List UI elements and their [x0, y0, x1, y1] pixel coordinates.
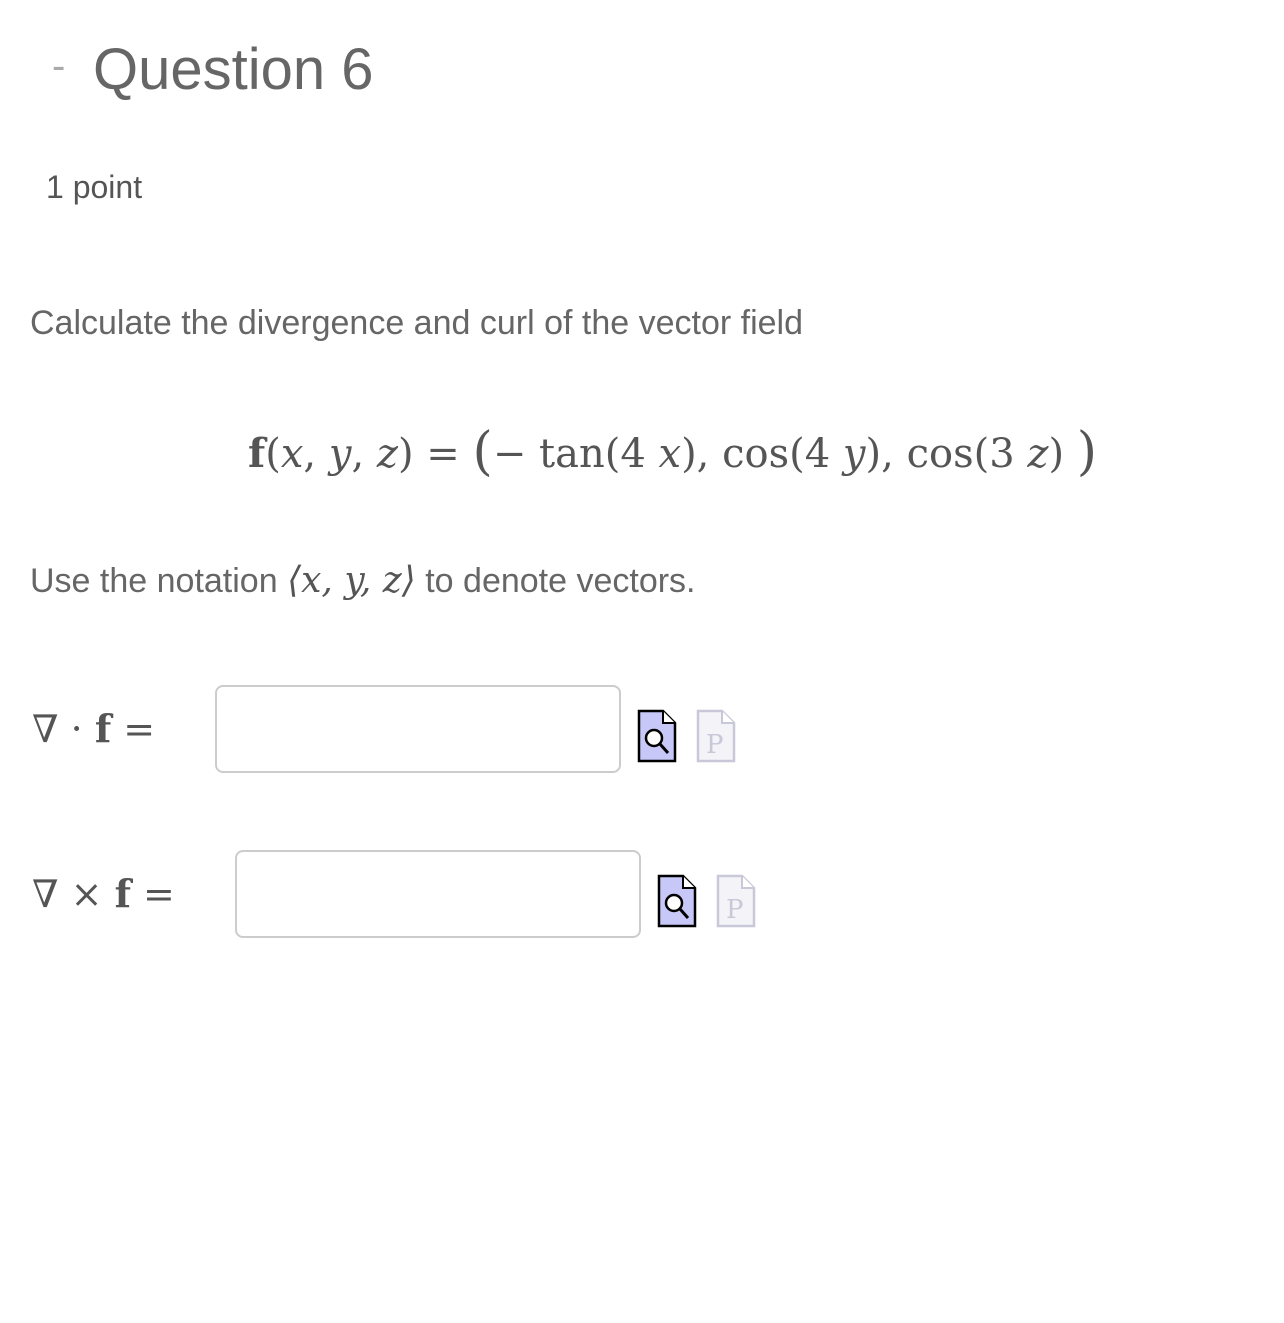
f-symbol: f	[114, 871, 131, 916]
eq-var-x: x	[280, 431, 304, 477]
eq-minus: −	[492, 431, 527, 477]
eq-coef: 4	[620, 431, 646, 477]
notation-instruction	[30, 560, 696, 601]
eq-coef: 4	[804, 431, 831, 477]
eq-var-y: y	[328, 431, 352, 477]
notation-text: to denote vectors.	[425, 562, 696, 600]
eq-tuple-close: )	[1076, 422, 1098, 482]
cross-operator: ×	[70, 872, 103, 916]
equation-editor-icon[interactable]	[716, 874, 756, 926]
curl-input[interactable]	[235, 850, 641, 938]
equation-editor-icon[interactable]	[696, 709, 736, 761]
f-symbol: f	[94, 706, 112, 751]
divergence-input[interactable]	[215, 685, 621, 773]
eq-paren: (	[265, 431, 281, 477]
collapse-toggle[interactable]: -	[52, 44, 66, 88]
eq-f: f	[248, 430, 266, 477]
question-title: Question 6	[93, 37, 374, 102]
eq-paren: )	[397, 431, 414, 477]
eq-cos: cos	[722, 431, 790, 477]
points-label: 1 point	[46, 169, 143, 205]
eq-var-y: y	[842, 431, 866, 477]
nabla-symbol: ∇	[32, 707, 59, 751]
equals-sign: =	[123, 707, 156, 751]
vector-field-equation: f(x, y, z) = (− tan(4 x), cos(4 y), cos(3 z) )	[248, 422, 1098, 482]
curl-label	[32, 871, 175, 916]
dot-operator: ·	[70, 707, 83, 751]
nabla-symbol: ∇	[32, 872, 59, 916]
equals-sign: =	[143, 872, 175, 916]
eq-coef: 3	[989, 431, 1015, 477]
eq-var-z: z	[376, 431, 398, 477]
notation-vector: ⟨x, y, z⟩	[287, 560, 416, 601]
eq-cos: cos	[906, 431, 974, 477]
eq-equals: =	[426, 431, 460, 477]
question-prompt: Calculate the divergence and curl of the vector field	[30, 304, 804, 342]
preview-icon[interactable]	[637, 709, 677, 761]
eq-var-z: z	[1027, 431, 1049, 477]
icon-letter: P	[726, 895, 744, 925]
preview-icon[interactable]	[657, 874, 697, 926]
notation-text: Use the notation	[30, 562, 278, 600]
eq-var-x: x	[658, 431, 682, 477]
eq-tan: tan	[539, 431, 605, 477]
eq-tuple-open: (	[472, 422, 493, 482]
icon-letter: P	[706, 730, 724, 760]
divergence-label	[32, 706, 155, 751]
